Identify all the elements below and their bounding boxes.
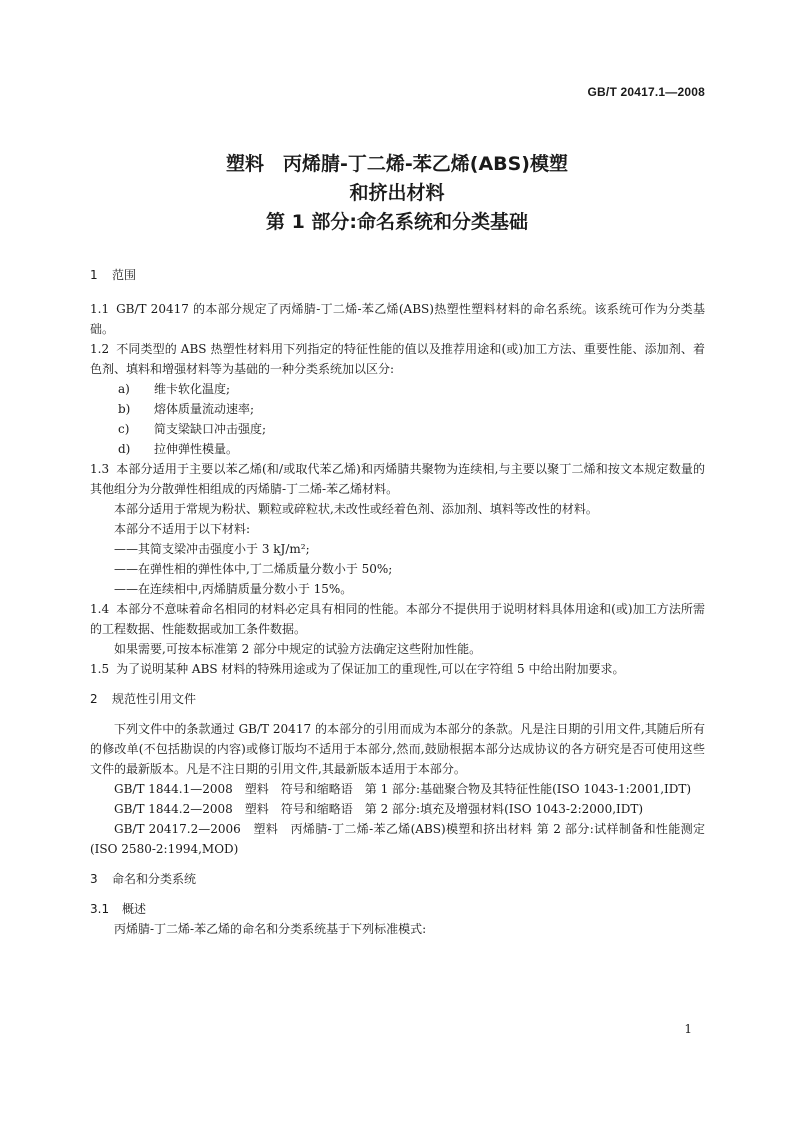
clause-1-2 xyxy=(90,339,705,379)
clause-number: 1.3 xyxy=(90,462,110,476)
clause-title: 概述 xyxy=(122,902,147,916)
clause-number: 3.1 xyxy=(90,902,110,916)
section-2-heading xyxy=(90,689,705,709)
section-3-heading xyxy=(90,869,705,889)
clause-1-4 xyxy=(90,599,705,639)
title-line-1: 塑料 丙烯腈-丁二烯-苯乙烯(ABS)模塑 xyxy=(225,153,568,175)
section-number: 3 xyxy=(90,872,98,886)
paragraph: 本部分不适用于以下材料: xyxy=(114,522,251,536)
clause-text: 本部分不意味着命名相同的材料必定具有相同的性能。本部分不提供用于说明材料具体用途和(或)加工方法所需的工程数据、性能数据或加工条件数据。 xyxy=(90,602,705,636)
clause-text: 不同类型的 ABS 热塑性材料用下列指定的特征性能的值以及推荐用途和(或)加工方法、重要性能、添加剂、着色剂、填料和增强材料等为基础的一种分类系统加以区分: xyxy=(90,342,705,376)
list-item xyxy=(118,439,705,459)
clause-1-3 xyxy=(90,459,705,499)
dash-item: ——在连续相中,丙烯腈质量分数小于 15%。 xyxy=(114,582,353,596)
clause-1-1 xyxy=(90,299,705,339)
page-number: 1 xyxy=(684,1022,692,1036)
list-text: 熔体质量流动速率; xyxy=(154,402,255,416)
reference-item: GB/T 20417.2—2006 塑料 丙烯腈-丁二烯-苯乙烯(ABS)模塑和挤出材料 第 2 部分:试样制备和性能测定(ISO 2580-2:1994,MOD) xyxy=(90,822,705,856)
document-title xyxy=(0,150,794,237)
list-marker: c) xyxy=(118,422,130,436)
list-item xyxy=(118,399,705,419)
reference-item: GB/T 1844.2—2008 塑料 符号和缩略语 第 2 部分:填充及增强材料(ISO 1043-2:2000,IDT) xyxy=(114,802,644,816)
list-text: 维卡软化温度; xyxy=(154,382,231,396)
paragraph: 本部分适用于常规为粉状、颗粒或碎粒状,未改性或经着色剂、添加剂、填料等改性的材料。 xyxy=(114,502,598,516)
paragraph: 丙烯腈-丁二烯-苯乙烯的命名和分类系统基于下列标准模式: xyxy=(114,922,427,936)
standard-code: GB/T 20417.1—2008 xyxy=(587,85,705,99)
list-marker: d) xyxy=(118,442,131,456)
dash-item: ——在弹性相的弹性体中,丁二烯质量分数小于 50%; xyxy=(114,562,393,576)
paragraph: 下列文件中的条款通过 GB/T 20417 的本部分的引用而成为本部分的条款。凡是注日期的引用文件,其随后所有的修改单(不包括勘误的内容)或修订版均不适用于本部分,然而,鼓励根据本部分达成协议的各方研究是否可使用这些文件的最新版本。凡是不注日期的引用文件,其最新版本适用于本部分。 xyxy=(90,722,705,776)
clause-number: 1.4 xyxy=(90,602,110,616)
section-title: 范围 xyxy=(112,268,137,282)
section-number: 1 xyxy=(90,268,98,282)
clause-1-5 xyxy=(90,659,705,679)
title-line-2: 和挤出材料 xyxy=(349,182,445,204)
dash-item: ——其简支梁冲击强度小于 3 kJ/m²; xyxy=(114,542,310,556)
title-line-3: 第 1 部分:命名系统和分类基础 xyxy=(265,211,529,233)
section-title: 命名和分类系统 xyxy=(112,872,197,886)
paragraph: 如果需要,可按本标准第 2 部分中规定的试验方法确定这些附加性能。 xyxy=(114,642,482,656)
clause-text: 为了说明某种 ABS 材料的特殊用途或为了保证加工的重现性,可以在字符组 5 中给出附加要求。 xyxy=(116,662,625,676)
list-item xyxy=(118,419,705,439)
section-number: 2 xyxy=(90,692,98,706)
clause-number: 1.1 xyxy=(90,302,110,316)
clause-text: GB/T 20417 的本部分规定了丙烯腈-丁二烯-苯乙烯(ABS)热塑性塑料材料的命名系统。该系统可作为分类基础。 xyxy=(90,302,705,336)
clause-3-1-heading xyxy=(90,899,705,919)
list-marker: a) xyxy=(118,382,130,396)
list-text: 简支梁缺口冲击强度; xyxy=(154,422,267,436)
section-title: 规范性引用文件 xyxy=(112,692,197,706)
document-body xyxy=(90,265,705,939)
clause-text: 本部分适用于主要以苯乙烯(和/或取代苯乙烯)和丙烯腈共聚物为连续相,与主要以聚丁二烯和按文本规定数量的其他组分为分散弹性相组成的丙烯腈-丁二烯-苯乙烯材料。 xyxy=(90,462,705,496)
section-1-heading xyxy=(90,265,705,285)
list-text: 拉伸弹性模量。 xyxy=(154,442,239,456)
clause-number: 1.5 xyxy=(90,662,110,676)
clause-number: 1.2 xyxy=(90,342,110,356)
reference-item: GB/T 1844.1—2008 塑料 符号和缩略语 第 1 部分:基础聚合物及其特征性能(ISO 1043-1:2001,IDT) xyxy=(114,782,692,796)
list-marker: b) xyxy=(118,402,131,416)
list-item xyxy=(118,379,705,399)
